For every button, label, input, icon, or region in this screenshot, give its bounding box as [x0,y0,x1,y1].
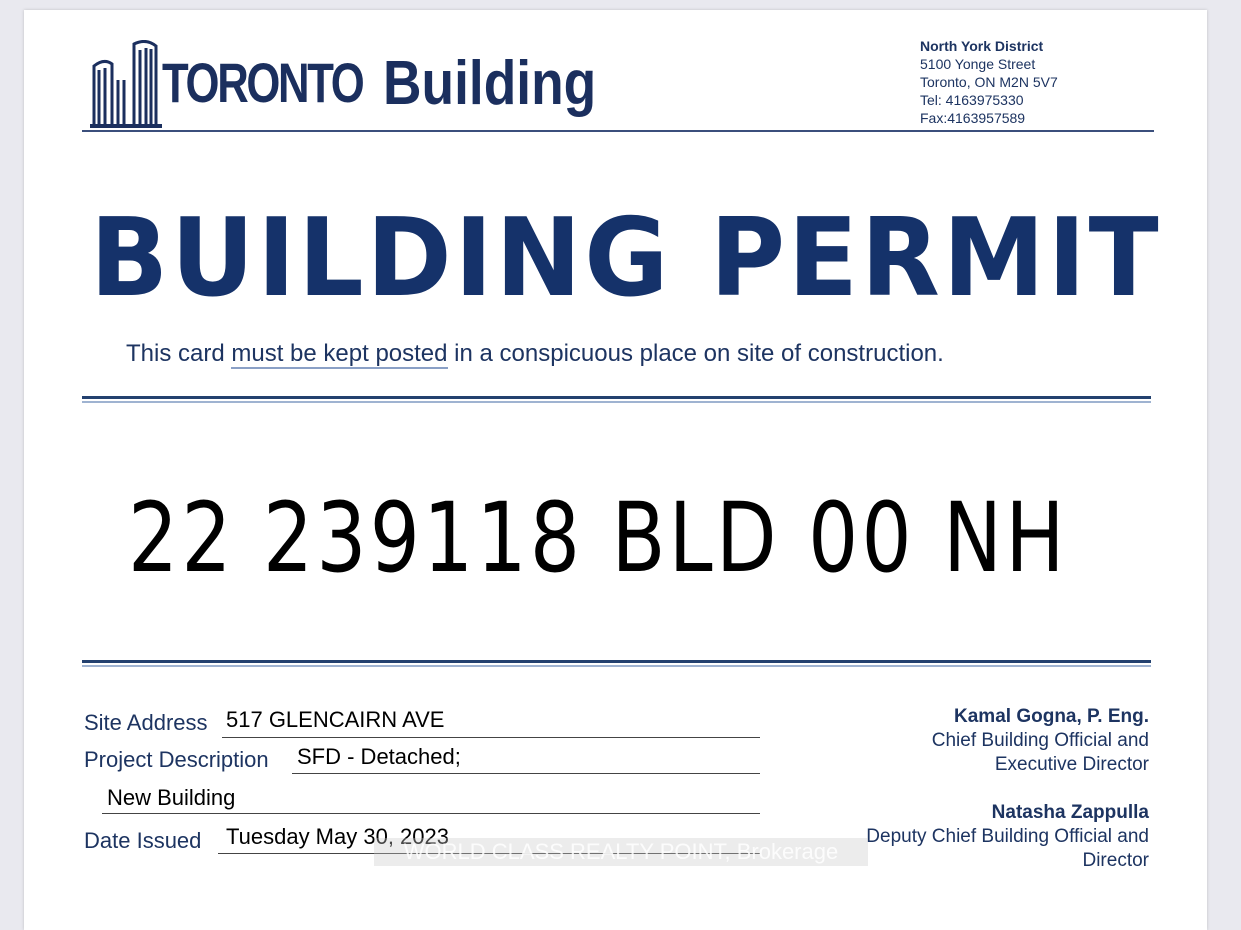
district-name: North York District [920,38,1044,54]
project-description-line-2 [102,813,760,814]
district-address [920,37,1058,127]
posting-notice [126,340,944,368]
site-address-line [222,737,760,738]
telephone: Tel: 4163975330 [920,92,1024,108]
project-description-line [292,773,760,774]
signatory-name: Natasha Zappulla [991,802,1149,823]
signatory-title: Executive Director [994,754,1149,775]
site-address-value: 517 GLENCAIRN AVE [226,707,445,732]
fax: Fax:4163957589 [920,110,1026,126]
signatory-title: Chief Building Official and [931,730,1149,751]
header-divider [82,130,1154,132]
logo-building-text: Building [383,49,597,118]
project-description-value: SFD - Detached; [297,744,461,769]
city-hall-skyline-icon [90,40,162,132]
notice-text-start: This card [126,340,232,367]
signatory-deputy [866,801,1149,873]
city-address: Toronto, ON M2N 5V7 [920,74,1058,90]
notice-text-end: in a conspicuous place on site of construction. [447,340,944,367]
permit-card [24,10,1207,930]
page-title: BUILDING PERMIT [90,196,1162,321]
brokerage-watermark: WORLD CLASS REALTY POINT, Brokerage [374,838,868,866]
logo-toronto-text: TORONTO [162,51,363,114]
signatory-chief [932,705,1149,777]
street-address: 5100 Yonge Street [920,56,1036,72]
project-description-value-2: New Building [107,785,236,810]
signatory-title: Director [1082,850,1149,871]
date-issued-label: Date Issued [84,828,202,853]
lower-double-rule [82,660,1151,667]
project-description-label: Project Description [84,747,269,772]
notice-text-underlined: must be kept posted [231,340,448,367]
signatory-name: Kamal Gogna, P. Eng. [954,706,1149,727]
permit-number: 22 239118 BLD 00 NH [128,482,1068,594]
site-address-label: Site Address [84,710,208,735]
upper-double-rule [82,396,1151,403]
signatory-title: Deputy Chief Building Official and [866,826,1149,847]
toronto-building-logo [90,40,650,140]
date-issued-value: Tuesday May 30, 2023 [226,824,449,849]
